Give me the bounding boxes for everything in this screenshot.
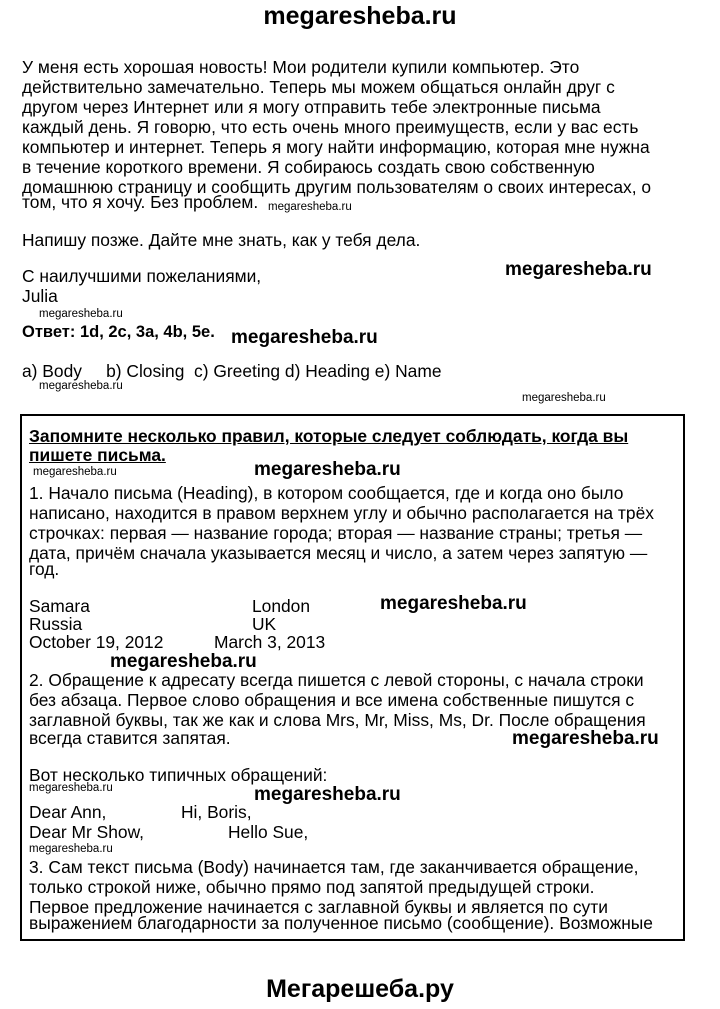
rule-line: без абзаца. Первое слово обращения и все имена собственные пишутся с	[29, 690, 635, 710]
watermark: megaresheba.ru	[254, 459, 401, 480]
heading-example-country: Russia	[29, 614, 83, 634]
greeting-example: Hi, Boris,	[181, 802, 252, 822]
heading-example-date: October 19, 2012	[29, 632, 164, 652]
heading-example-city: Samara	[29, 596, 90, 616]
answer-options: a) Body b) Closing c) Greeting d) Heading e) Name	[22, 361, 442, 381]
rule-line: строчках: первая — название города; вторая — название страны; третья —	[29, 523, 643, 543]
watermark: megaresheba.ru	[380, 593, 527, 614]
letter-line: У меня есть хорошая новость! Мои родители купили компьютер. Это	[22, 57, 580, 77]
greeting-example: Dear Mr Show,	[29, 822, 145, 842]
watermark: megaresheba.ru	[254, 784, 401, 805]
letter-line: каждый день. Я говорю, что есть очень много преимуществ, если у вас есть	[22, 117, 639, 137]
rule-line: год.	[29, 559, 60, 579]
letter-signature: Julia	[22, 286, 58, 306]
rule-line: 3. Сам текст письма (Body) начинается там, где заканчивается обращение,	[29, 857, 639, 877]
watermark: megaresheba.ru	[110, 651, 257, 672]
letter-line: действительно замечательно. Теперь мы можем общаться онлайн друг с	[22, 77, 615, 97]
rule-line: 2. Обращение к адресату всегда пишется с левой стороны, с начала строки	[29, 670, 644, 690]
typical-greetings-intro: Вот несколько типичных обращений:	[29, 765, 328, 785]
watermark: megaresheba.ru	[231, 327, 378, 348]
watermark: megaresheba.ru	[29, 782, 113, 794]
letter-line: том, что я хочу. Без проблем.	[22, 192, 259, 212]
letter-closing: С наилучшими пожеланиями,	[22, 266, 262, 286]
watermark: megaresheba.ru	[29, 843, 113, 855]
site-header: megaresheba.ru	[263, 2, 457, 30]
site-footer: Мегарешеба.ру	[266, 975, 454, 1003]
watermark: megaresheba.ru	[522, 392, 606, 404]
rule-line: написано, находится в правом верхнем углу и обычно располагается на трёх	[29, 503, 654, 523]
rule-line: дата, причём сначала указывается месяц и число, а затем через запятую —	[29, 543, 648, 563]
watermark: megaresheba.ru	[39, 308, 123, 320]
letter-line: компьютер и интернет. Теперь я могу найти информацию, которая мне нужна	[22, 137, 650, 157]
letter-line: другом через Интернет или я могу отправить тебе электронные письма	[22, 97, 601, 117]
letter-write-later: Напишу позже. Дайте мне знать, как у тебя дела.	[22, 230, 421, 250]
answer-label: Ответ: 1d, 2c, 3a, 4b, 5e.	[22, 323, 215, 341]
heading-example-date: March 3, 2013	[214, 632, 326, 652]
rules-title: пишете письма.	[29, 445, 166, 465]
rule-line: Первое предложение начинается с заглавной буквы и является по сути	[29, 897, 608, 917]
heading-example-city: London	[252, 596, 311, 616]
watermark: megaresheba.ru	[33, 466, 117, 478]
rule-line: 1. Начало письма (Heading), в котором сообщается, где и когда оно было	[29, 483, 624, 503]
watermark: megaresheba.ru	[505, 259, 652, 280]
rule-line: заглавной буквы, так же как и слова Mrs, Mr, Miss, Ms, Dr. После обращения	[29, 710, 646, 730]
heading-example-country: UK	[252, 614, 277, 634]
rule-line: всегда ставится запятая.	[29, 728, 231, 748]
letter-line: домашнюю страницу и сообщить другим пользователям о своих интересах, о	[22, 177, 652, 197]
rule-line: выражением благодарности за полученное письмо (сообщение). Возможные	[29, 913, 653, 933]
rules-title: Запомните несколько правил, которые следует соблюдать, когда вы	[29, 426, 629, 446]
letter-line: в течение короткого времени. Я собираюсь создать свою собственную	[22, 157, 595, 177]
greeting-example: Dear Ann,	[29, 802, 107, 822]
watermark: megaresheba.ru	[39, 380, 123, 392]
rule-line: только строкой ниже, обычно прямо под запятой предыдущей строки.	[29, 877, 595, 897]
watermark: megaresheba.ru	[268, 201, 352, 213]
greeting-example: Hello Sue,	[228, 822, 309, 842]
watermark: megaresheba.ru	[512, 728, 659, 749]
